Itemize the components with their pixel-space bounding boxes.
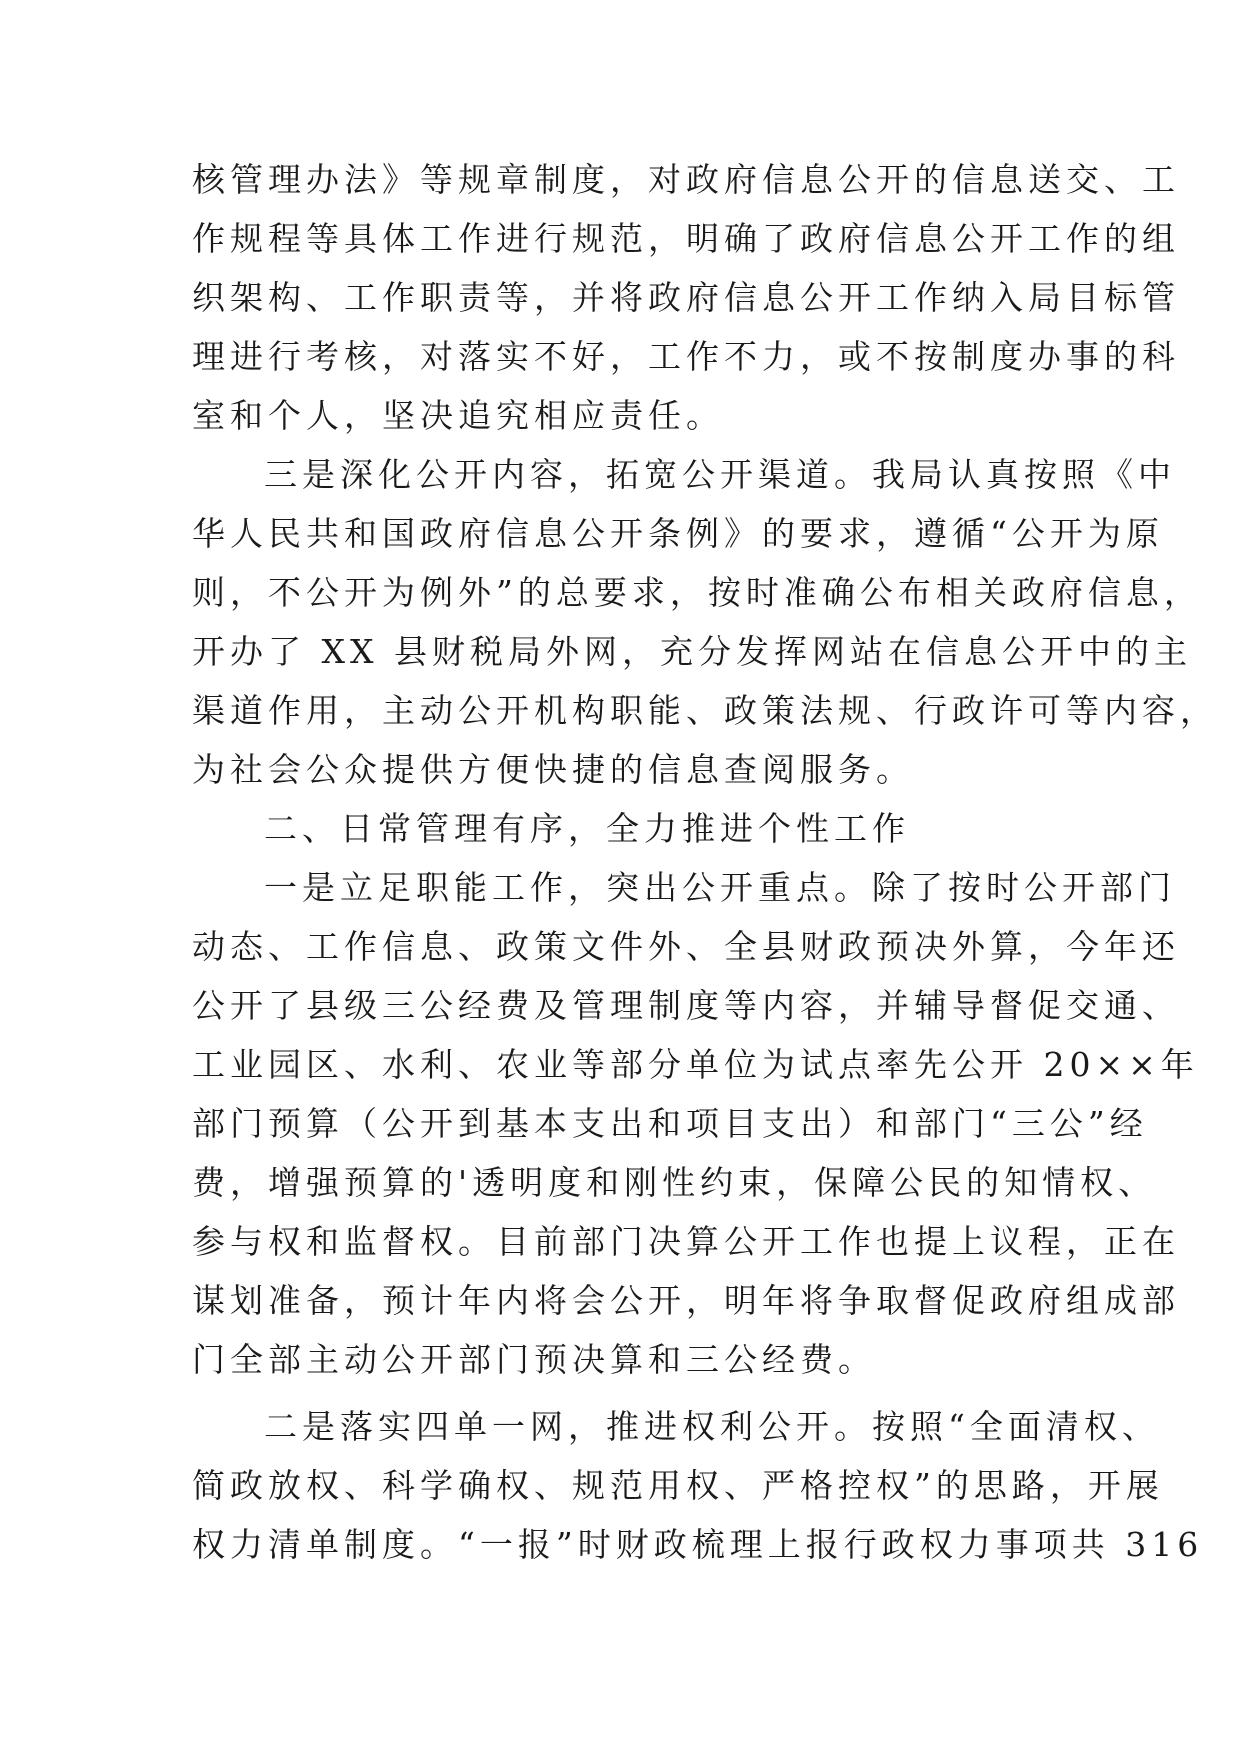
paragraph-start-line: 二是落实四单一网，推进权利公开。按照“全面清权、 [264, 1407, 1160, 1446]
paragraph-start-line: 三是深化公开内容，拓宽公开渠道。我局认真按照《中 [264, 455, 1176, 494]
document-body [192, 150, 1218, 1574]
text-line: 为社会公众提供方便快捷的信息查阅服务。 [192, 750, 914, 789]
section-heading: 二、日常管理有序，全力推进个性工作 [264, 809, 910, 848]
text-line: 简政放权、科学确权、规范用权、严格控权”的思路，开展 [192, 1466, 1164, 1505]
text-line: 谋划准备，预计年内将会公开，明年将争取督促政府组成部 [192, 1281, 1180, 1320]
text-line: 华人民共和国政府信息公开条例》的要求，遵循“公开为原 [192, 514, 1164, 553]
text-line: 渠道作用，主动公开机构职能、政策法规、行政许可等内容， [192, 691, 1218, 730]
text-line: 权力清单制度。“一报”时财政梳理上报行政权力事项共 316 [192, 1525, 1204, 1564]
text-line: 公开了县级三公经费及管理制度等内容，并辅导督促交通、 [192, 986, 1180, 1025]
paragraph-start-line: 一是立足职能工作，突出公开重点。除了按时公开部门 [264, 868, 1176, 907]
text-line: 理进行考核，对落实不好，工作不力，或不按制度办事的科 [192, 337, 1180, 376]
text-line: 作规程等具体工作进行规范，明确了政府信息公开工作的组 [192, 219, 1180, 258]
text-line: 费，增强预算的'透明度和刚性约束，保障公民的知情权、 [192, 1163, 1157, 1202]
text-line: 部门预算（公开到基本支出和项目支出）和部门“三公”经 [192, 1104, 1148, 1143]
text-line: 门全部主动公开部门预决算和三公经费。 [192, 1340, 876, 1379]
text-line: 动态、工作信息、政策文件外、全县财政预决外算，今年还 [192, 927, 1180, 966]
text-line: 织架构、工作职责等，并将政府信息公开工作纳入局目标管 [192, 278, 1180, 317]
text-line: 核管理办法》等规章制度，对政府信息公开的信息送交、工 [192, 160, 1180, 199]
text-line: 开办了 XX 县财税局外网，充分发挥网站在信息公开中的主 [192, 632, 1192, 671]
text-line: 参与权和监督权。目前部门决算公开工作也提上议程，正在 [192, 1222, 1180, 1261]
text-line: 工业园区、水利、农业等部分单位为试点率先公开 20××年 [192, 1045, 1199, 1084]
text-line: 室和个人，坚决追究相应责任。 [192, 396, 724, 435]
text-line: 则，不公开为例外”的总要求，按时准确公布相关政府信息， [192, 573, 1202, 612]
